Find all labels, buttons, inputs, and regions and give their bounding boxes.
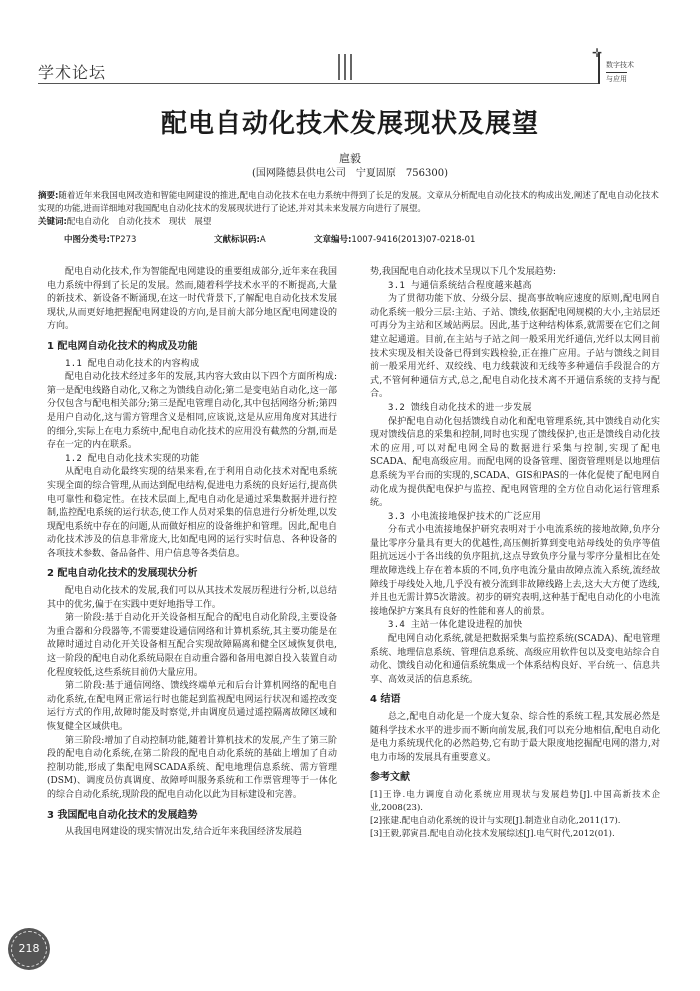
- reference-2: [2]张建.配电自动化系统的设计与实现[J].制造业自动化,2011(17).: [370, 815, 621, 826]
- article-author: 扈毅: [339, 152, 361, 165]
- intro-paragraph: 配电自动化技术,作为智能配电网建设的重要组成部分,近年来在我国电力系统中得到了长足的发展。然而,随着科学技术水平的不断提高,大量的新技术、新设备不断涌现,在这一时代背景下,了解配电自动化技术发展现状,从而更好地把握配电网建设的方向,是目前大部分地区配电网建设的方向。: [47, 267, 337, 332]
- right-column: [370, 266, 660, 841]
- heading-1-1: 1.1 配电自动化技术的内容构成: [65, 358, 200, 369]
- abstract-label: 摘要:: [38, 191, 59, 201]
- reference-3: [3]王毅,郭寅昌.配电自动化技术发展综述[J].电气时代,2012(01).: [370, 828, 615, 839]
- paragraph-3-3: 分布式小电流接地保护研究表明对于小电流系统的接地故障,负序分量比零序分量具有更大的优越性,高压侧折算到变电站母线处的负序等值阻抗远远小于各出线的负序阻抗,这点导致负序分量与零序分量相比在处理故障选线上存在着本质的不同,负序电流分量由故障点流入系统,流经故障线于母线处入地,几乎没有被分流到非故障线路上去,这大大方便了选线,并且也无需计算5次谐波。初步的研究表明,这种基于配电自动化的小电流接地保护方案具有良好的性能和喜人的前景。: [370, 525, 660, 617]
- heading-3-4: 3.4 主站一体化建设进程的加快: [388, 620, 523, 631]
- paragraph-4: 总之,配电自动化是一个庞大复杂、综合性的系统工程,其发展必然是随科学技术水平的进步而不断向前发展,我们可以充分地相信,配电自动化是电力系统现代化的必然趋势,它有助于最大限度地挖掘配电网的潜力,对电力市场的发展具有重要意义。: [370, 712, 660, 763]
- abstract-text: 随着近年来我国电网改造和智能电网建设的推进,配电自动化技术在电力系统中得到了长足的发展。文章从分析配电自动化技术的构成出发,阐述了配电自动化技术实现的功能,进而详细地对我国配电自动化技术的发展现状进行了论述,并对其未来发展方向进行了展望。: [38, 191, 659, 214]
- article-number: [314, 233, 475, 245]
- section-title: 学术论坛: [38, 63, 107, 82]
- paragraph-3-2: 保护配电自动化包括馈线自动化和配电管理系统,其中馈线自动化实现对馈线信息的采集和控制,同时也实现了馈线保护,也正是馈线自动化技术的应用,可以对配电网全局的数据进行采集与控制,实现了配电SCADA、配电高级应用。而配电网的设备管理、图资管理则是以地理信息系统为平台而的实现的,SCADA、GIS和PAS的一体化促使了配电网自动化成为提供配电保护与监控、配电网管理的全方位自动化运行管理系统。: [370, 416, 660, 509]
- doc-code-label: 文献标识码:: [214, 235, 260, 245]
- article-title: 配电自动化技术发展现状及展望: [160, 109, 539, 139]
- heading-3-3: 3.3 小电流接地保护技术的广泛应用: [388, 511, 542, 522]
- references-title: 参考文献: [370, 772, 410, 784]
- page-number-badge: [8, 928, 50, 970]
- abstract: [38, 190, 666, 216]
- heading-3: 3 我国配电自动化技术的发展趋势: [47, 809, 198, 821]
- keywords-text: 配电自动化 自动化技术 现状 展望: [66, 217, 212, 227]
- reference-1: [1]王诤.电力调度自动化系统应用现状与发展趋势[J].中国高新技术企业,2008(23).: [370, 789, 660, 813]
- article-number-label: 文章编号:: [314, 235, 352, 245]
- clc-label: 中图分类号:: [64, 235, 110, 245]
- paragraph-2-stage1: 第一阶段:基于自动化开关设备相互配合的配电自动化阶段,主要设备为重合器和分段器等,不需要建设通信网络和计算机系统,其主要功能是在故障时通过自动化开关设备相互配合实现故障隔离和健全区域恢复供电,这一阶段的配电自动化系统局限在自动重合器和备用电源自投入装置自动化程度较低,这些系统目前仍大量应用。: [47, 613, 337, 678]
- paragraph-1-1: 配电自动化技术经过多年的发展,其内容大致由以下四个方面所构成:第一是配电线路自动化,又称之为馈线自动化;第二是变电站自动化,这一部分仅包含与配电相关部分;第三是配电管理自动化,其中包括网络分析;第四是用户自动化,这与需方管理含义是相同,应该说,这是从应用角度对其进行的细分,实际上在电力系统中,配电自动化技术的应用没有截然的分割,而是存在一定的内在联系。: [47, 372, 337, 451]
- doc-code: [214, 233, 266, 245]
- header-rule: [38, 83, 598, 84]
- keywords-label: 关键词:: [38, 217, 67, 227]
- clc: [64, 233, 136, 245]
- paragraph-1-2: 从配电自动化最终实现的结果来看,在于利用自动化技术对配电系统实现全面的综合管理,从而达到配电结构,促进电力系统的良好运行,提高供电可靠性和稳定性。在技术层面上,配电自动化是通过采集数据并进行控制,监控配电系统的运行状态,使工作人员对采集的信息进行分析处理,以发现配电系统中存在的问题,从而做好相应的设备维护和管理。因此,配电自动化技术涉及的信息非常庞大,比如配电网的运行实时信息、各种设备的各项技术参数、备品备件、用户信息等各类信息。: [47, 467, 337, 559]
- paragraph-3-intro-cont: 势,我国配电自动化技术呈现以下几个发展趋势:: [370, 267, 556, 277]
- article-number-value: 1007-9416(2013)07-0218-01: [351, 235, 476, 245]
- heading-2: 2 配电自动化技术的发展现状分析: [47, 568, 198, 580]
- heading-3-2: 3.2 馈线自动化技术的进一步发展: [388, 402, 532, 413]
- logo-line1: 数字技术: [606, 61, 634, 69]
- heading-4: 4 结语: [370, 694, 401, 706]
- paragraph-2-intro: 配电自动化技术的发展,我们可以从其技术发展历程进行分析,以总结其中的优劣,偏于在实践中更好地指导工作。: [47, 586, 337, 610]
- heading-1: 1 配电网自动化技术的构成及功能: [47, 340, 198, 352]
- heading-3-1: 3.1 与通信系统结合程度越来越高: [388, 280, 532, 291]
- logo-line2: 与应用: [606, 72, 627, 84]
- abstract-block: [38, 190, 666, 229]
- paragraph-3-1: 为了贯彻功能下放、分级分层、提高事故响应速度的原则,配电网自动化系统一般分三层:主站、子站、馈线,依据配电网规模的大小,主站层还可再分为主站和区域站两层。因此,基于这种结构体系,就需要在它们之间建立起通道。目前,在主站与子站之间一般采用光纤通信,光纤以太网目前技术实现及相关设备已得到实践检验,正在推广应用。子站与馈线之间目前一般采用光纤、双绞线、电力线载波和无线等多种通信手段混合的方式,不管何种通信方式,总之,配电自动化技术离不开通信系统的支持与配合。: [370, 294, 660, 400]
- page-number: 218: [18, 942, 40, 955]
- paragraph-2-stage3: 第三阶段:增加了自动控制功能,随着计算机技术的发展,产生了第三阶段的配电自动化系统,在第二阶段的配电自动化系统的基础上增加了自动控制功能,形成了集配电网SCADA系统、配电地理信息系统、需方管理(DSM)、调度员仿真调度、故障呼叫服务系统和工作票管理等于一体化的综合自动化系统,现阶段的配电自动化以此为目标建设和完善。: [47, 735, 337, 800]
- doc-code-value: A: [259, 235, 266, 245]
- crosshair-icon: ✛: [592, 46, 603, 60]
- clc-value: TP273: [109, 235, 137, 245]
- heading-1-2: 1.2 配电自动化技术实现的功能: [65, 453, 200, 464]
- article-affiliation: (国网隆德县供电公司 宁夏固原 756300): [252, 168, 448, 179]
- paragraph-3-4: 配电网自动化系统,就是把数据采集与监控系统(SCADA)、配电管理系统、地理信息系统、管理信息系统、高级应用软件包以及变电站综合自动化、馈线自动化和通信系统集成一个体系结构良好、平台统一、信息共享、高效灵活的信息系统。: [370, 634, 660, 685]
- journal-header: [38, 46, 668, 92]
- paragraph-2-stage2: 第二阶段:基于通信网络、馈线终端单元和后台计算机网络的配电自动化系统,在配电网正常运行时也能起到监视配电网运行状况和遥控改变运行方式的作用,故障时能及时察觉,并由调度员通过遥控隔离故障区域和恢复健全区域供电。: [47, 681, 337, 732]
- paragraph-3-intro: 从我国电网建设的现实情况出发,结合近年来我国经济发展趋: [65, 827, 302, 838]
- journal-logo: [592, 46, 660, 84]
- keywords: [38, 216, 666, 229]
- left-column: [47, 266, 337, 840]
